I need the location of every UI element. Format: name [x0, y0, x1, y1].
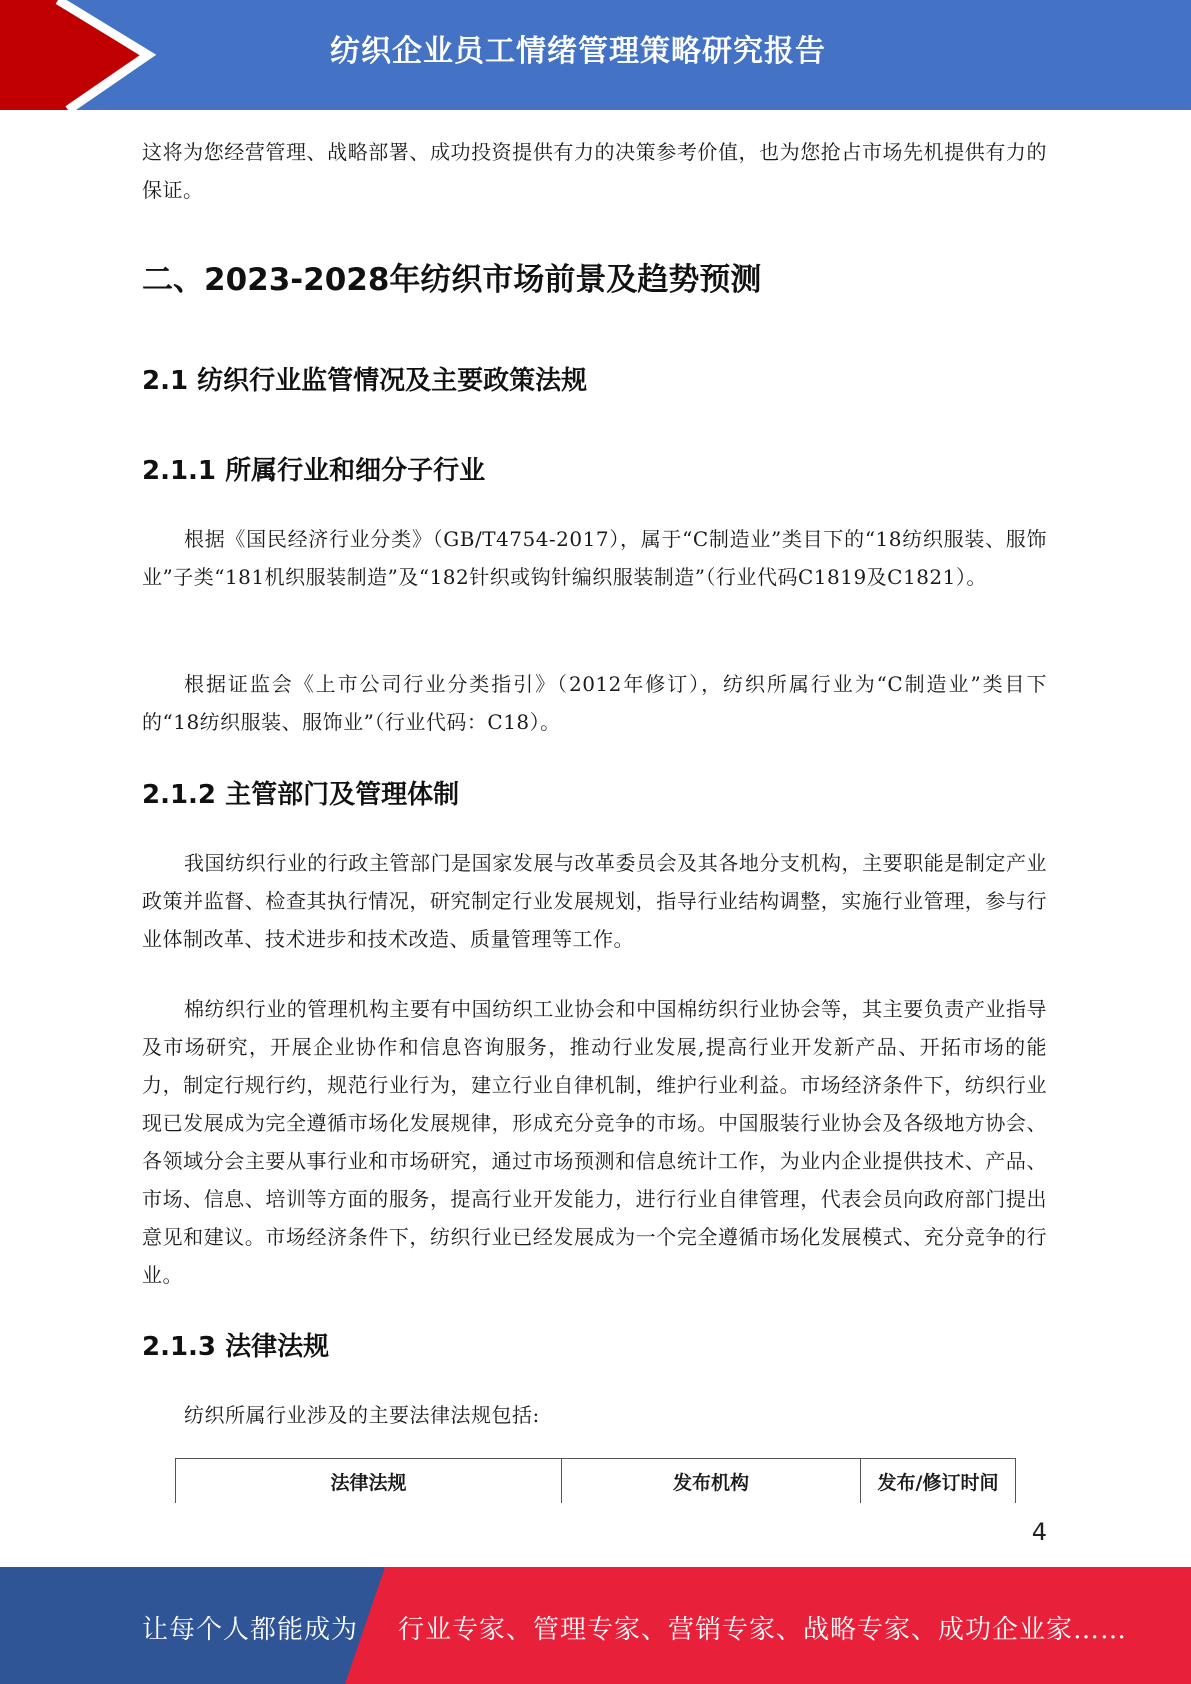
table-header-row: [176, 1459, 1016, 1504]
paragraph-laws-intro: 纺织所属行业涉及的主要法律法规包括:: [184, 1403, 540, 1427]
section-2-1-heading: 2.1 纺织行业监管情况及主要政策法规: [142, 366, 588, 396]
column-header-date: 发布/修订时间: [861, 1459, 1016, 1504]
paragraph-csrc-classification: 根据证监会《上市公司行业分类指引》（2012年修订），纺织所属行业为“C制造业”类目下的“18纺织服装、服饰业”（行业代码：C18）。: [142, 672, 1047, 734]
section-2-1-1-heading: 2.1.1 所属行业和细分子行业: [142, 456, 486, 486]
section-2-1-2-heading: 2.1.2 主管部门及管理体制: [142, 780, 460, 810]
column-header-law: 法律法规: [176, 1459, 562, 1504]
paragraph-regulatory-authority: 我国纺织行业的行政主管部门是国家发展与改革委员会及其各地分支机构，主要职能是制定产业政策并监督、检查其执行情况，研究制定行业发展规划，指导行业结构调整，实施行业管理，参与行业体制改革、技术进步和技术改造、质量管理等工作。: [142, 851, 1047, 951]
paragraph-industry-associations: 棉纺织行业的管理机构主要有中国纺织工业协会和中国棉纺织行业协会等，其主要负责产业指导及市场研究，开展企业协作和信息咨询服务，推动行业发展,提高行业开发新产品、开拓市场的能力，制定行规行约，规范行业行为，建立行业自律机制，维护行业利益。市场经济条件下，纺织行业现已发展成为完全遵循市场化发展规律，形成充分竞争的市场。中国服装行业协会及各级地方协会、各领域分会主要从事行业和市场研究，通过市场预测和信息统计工作，为业内企业提供技术、产品、市场、信息、培训等方面的服务，提高行业开发能力，进行行业自律管理，代表会员向政府部门提出意见和建议。市场经济条件下，纺织行业已经发展成为一个完全遵循市场化发展模式、充分竞争的行业。: [142, 997, 1047, 1287]
section-2-1-3-heading: 2.1.3 法律法规: [142, 1332, 330, 1362]
intro-paragraph: 这将为您经营管理、战略部署、成功投资提供有力的决策参考价值，也为您抢占市场先机提供有力的保证。: [142, 140, 1047, 202]
header-red-chevron: [0, 0, 148, 110]
page-footer: [0, 1567, 1191, 1684]
page-number: 4: [1031, 1518, 1047, 1546]
report-title: 纺织企业员工情绪管理策略研究报告: [330, 34, 826, 69]
page-header: [0, 0, 1191, 110]
footer-slogan-left: 让每个人都能成为: [142, 1615, 359, 1645]
section-2-heading: 二、2023-2028年纺织市场前景及趋势预测: [142, 262, 762, 298]
laws-table: [175, 1458, 1016, 1503]
footer-slogan-right: 行业专家、管理专家、营销专家、战略专家、成功企业家……: [398, 1615, 1128, 1645]
paragraph-industry-classification: 根据《国民经济行业分类》（GB/T4754-2017），属于“C制造业”类目下的“18纺织服装、服饰业”子类“181机织服装制造”及“182针织或钩针编织服装制造”（行业代码C1819及C1821）。: [142, 527, 1047, 589]
column-header-issuer: 发布机构: [562, 1459, 861, 1504]
